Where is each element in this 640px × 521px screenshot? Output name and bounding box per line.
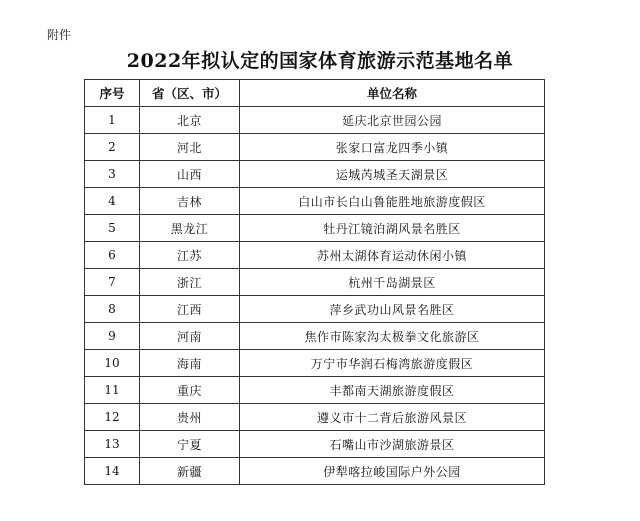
row-province: 吉林 [140,188,240,215]
row-province: 山西 [140,161,240,188]
row-number: 2 [85,134,140,161]
column-header-province: 省（区、市） [140,80,240,107]
table-row [85,242,545,269]
row-province: 河南 [140,323,240,350]
row-unit-name: 遵义市十二背后旅游风景区 [240,404,545,431]
table-row [85,188,545,215]
row-number: 12 [85,404,140,431]
table-row [85,107,545,134]
column-header-unit-name: 单位名称 [240,80,545,107]
row-unit-name: 苏州太湖体育运动休闲小镇 [240,242,545,269]
row-number: 1 [85,107,140,134]
table-row [85,431,545,458]
row-province: 海南 [140,350,240,377]
row-number: 14 [85,458,140,485]
table-row [85,377,545,404]
row-unit-name: 延庆北京世园公园 [240,107,545,134]
row-province: 江苏 [140,242,240,269]
row-province: 宁夏 [140,431,240,458]
column-header-no: 序号 [85,80,140,107]
table-row [85,296,545,323]
row-number: 7 [85,269,140,296]
row-province: 浙江 [140,269,240,296]
base-list-table [84,79,545,485]
table-row [85,134,545,161]
row-province: 江西 [140,296,240,323]
row-unit-name: 伊犁喀拉峻国际户外公园 [240,458,545,485]
table-row [85,350,545,377]
row-unit-name: 焦作市陈家沟太极拳文化旅游区 [240,323,545,350]
row-number: 10 [85,350,140,377]
row-number: 11 [85,377,140,404]
row-province: 重庆 [140,377,240,404]
table-row [85,323,545,350]
row-number: 4 [85,188,140,215]
row-unit-name: 张家口富龙四季小镇 [240,134,545,161]
row-province: 河北 [140,134,240,161]
document-title: 2022年拟认定的国家体育旅游示范基地名单 [126,50,514,72]
row-unit-name: 丰都南天湖旅游度假区 [240,377,545,404]
row-province: 北京 [140,107,240,134]
row-unit-name: 运城芮城圣天湖景区 [240,161,545,188]
row-unit-name: 白山市长白山鲁能胜地旅游度假区 [240,188,545,215]
row-number: 5 [85,215,140,242]
row-unit-name: 万宁市华润石梅湾旅游度假区 [240,350,545,377]
row-number: 6 [85,242,140,269]
row-unit-name: 萍乡武功山风景名胜区 [240,296,545,323]
row-unit-name: 石嘴山市沙湖旅游景区 [240,431,545,458]
table-header-row [85,80,545,107]
row-number: 8 [85,296,140,323]
table-row [85,215,545,242]
table-row [85,404,545,431]
row-number: 13 [85,431,140,458]
table-row [85,458,545,485]
row-number: 3 [85,161,140,188]
row-province: 新疆 [140,458,240,485]
attachment-label: 附件 [47,28,72,42]
row-unit-name: 杭州千岛湖景区 [240,269,545,296]
table-row [85,161,545,188]
table-row [85,269,545,296]
row-unit-name: 牡丹江镜泊湖风景名胜区 [240,215,545,242]
row-province: 贵州 [140,404,240,431]
row-number: 9 [85,323,140,350]
row-province: 黑龙江 [140,215,240,242]
